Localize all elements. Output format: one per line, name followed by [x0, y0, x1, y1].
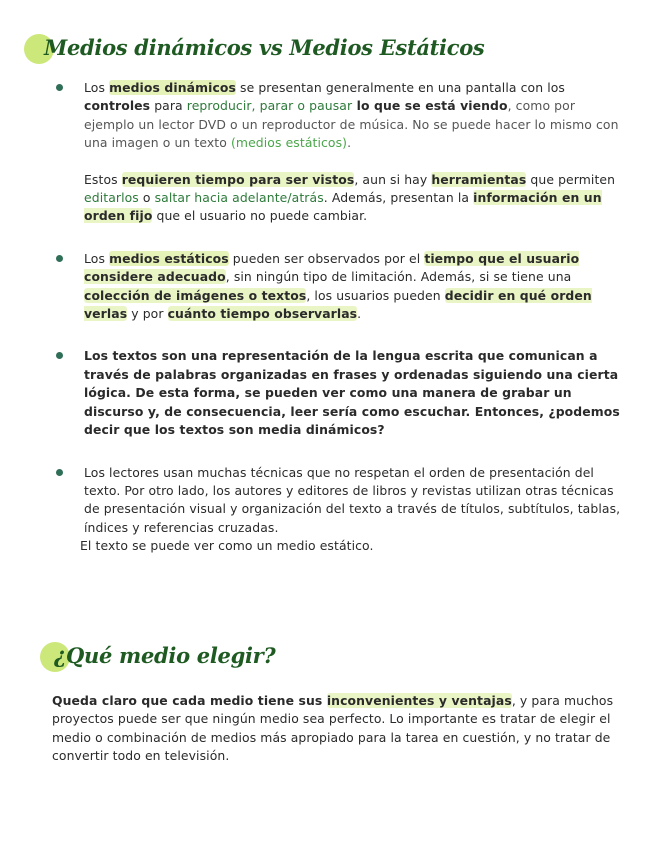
text: , y para muchos proyectos puede ser que ningún medio sea perfecto. Lo importante es tratar de elegir el medio o combinación de medios más apropiado para la tarea en cuestión, y no tratar de convertir todo en televisión. — [52, 693, 614, 764]
closing-paragraph — [52, 692, 632, 766]
paragraph-lectores: Los lectores usan muchas técnicas que no respetan el orden de presentación del texto. Por otro lado, los autores y editores de libros y revistas utilizan otras técnicas de presentación visual y organización del texto a través de títulos, subtítulos, tablas, índices y referencias cruzadas. — [84, 464, 621, 535]
text: o — [138, 190, 155, 206]
highlight: cuánto tiempo observarlas — [167, 306, 358, 322]
highlight-medios-estaticos: medios estáticos — [109, 250, 229, 266]
highlight: inconvenientes y ventajas — [326, 693, 512, 708]
highlight: colección de imágenes o textos — [84, 287, 307, 303]
highlight: tiempo que el usuario considere adecuado — [84, 250, 580, 285]
bullet-dot-icon — [56, 255, 63, 262]
text: Queda claro que cada medio tiene sus — [52, 693, 327, 708]
text: . — [347, 135, 352, 151]
green-text: saltar hacia adelante/atrás — [154, 190, 324, 206]
highlight: información en un orden fijo — [84, 190, 602, 224]
bullet-lectores — [56, 464, 628, 556]
green-text: editarlos — [84, 190, 139, 206]
bullet-dot-icon — [56, 469, 63, 476]
text: que permiten — [526, 171, 616, 187]
text: , aun si hay — [354, 171, 432, 187]
text: lo que se está — [352, 98, 461, 114]
text: se presentan generalmente en una pantalla con los — [235, 80, 565, 95]
heading-medios: Medios dinámicos vs Medios Estáticos — [44, 35, 485, 60]
text: . — [357, 306, 362, 322]
text: controles — [84, 98, 151, 114]
heading-que-medio: ¿Qué medio elegir? — [54, 643, 276, 668]
text: que el usuario no puede cambiar. — [152, 208, 368, 224]
text: Los — [84, 80, 110, 95]
text: y por — [127, 306, 168, 322]
paragraph-estaticos — [84, 250, 628, 324]
text: , sin ningún tipo de limitación. Además, si se tiene una — [225, 269, 572, 285]
text: pueden ser observados por el — [228, 250, 425, 266]
paragraph-textos: Los textos son una representación de la lengua escrita que comunican a través de palabras organizadas en frases y ordenadas siguiendo una cierta lógica. De esta forma, se pueden ver como una manera de grabar un discurso y, de consecuencia, leer sería como escuchar. Entonces, ¿podemos decir que los textos son media dinámicos? — [84, 348, 620, 438]
paragraph-dinamicos — [84, 79, 628, 153]
bullet-dinamicos — [56, 79, 628, 226]
text: para — [150, 98, 187, 114]
highlight: decidir en qué orden verlas — [84, 287, 592, 322]
highlight: requieren tiempo para ser vistos — [121, 171, 355, 187]
text: Los — [84, 250, 110, 266]
text: Estos — [84, 171, 122, 187]
text: , los usuarios pueden — [306, 287, 445, 303]
text: . Además, presentan la — [323, 190, 474, 206]
highlight: herramientas — [431, 171, 527, 187]
paragraph-lectores-conclusion: El texto se puede ver como un medio estático. — [80, 538, 374, 554]
bullet-dot-icon — [56, 84, 63, 91]
section-title-1 — [24, 34, 485, 60]
bullet-estaticos — [56, 250, 628, 324]
paragraph-dinamicos-2 — [84, 171, 628, 226]
bullet-dot-icon — [56, 352, 63, 359]
bullet-list — [56, 79, 628, 580]
green-text: reproducir, parar o pausar — [186, 98, 353, 114]
highlight-medios-dinamicos: medios dinámicos — [109, 80, 236, 95]
green-text: (medios estáticos) — [230, 135, 348, 151]
text: viendo — [460, 98, 508, 114]
bullet-textos — [56, 347, 628, 439]
text: , como por ejemplo un lector DVD o un reproductor de música. No se puede hacer lo mismo con una imagen o un texto — [84, 98, 619, 151]
section-title-2 — [40, 642, 276, 668]
